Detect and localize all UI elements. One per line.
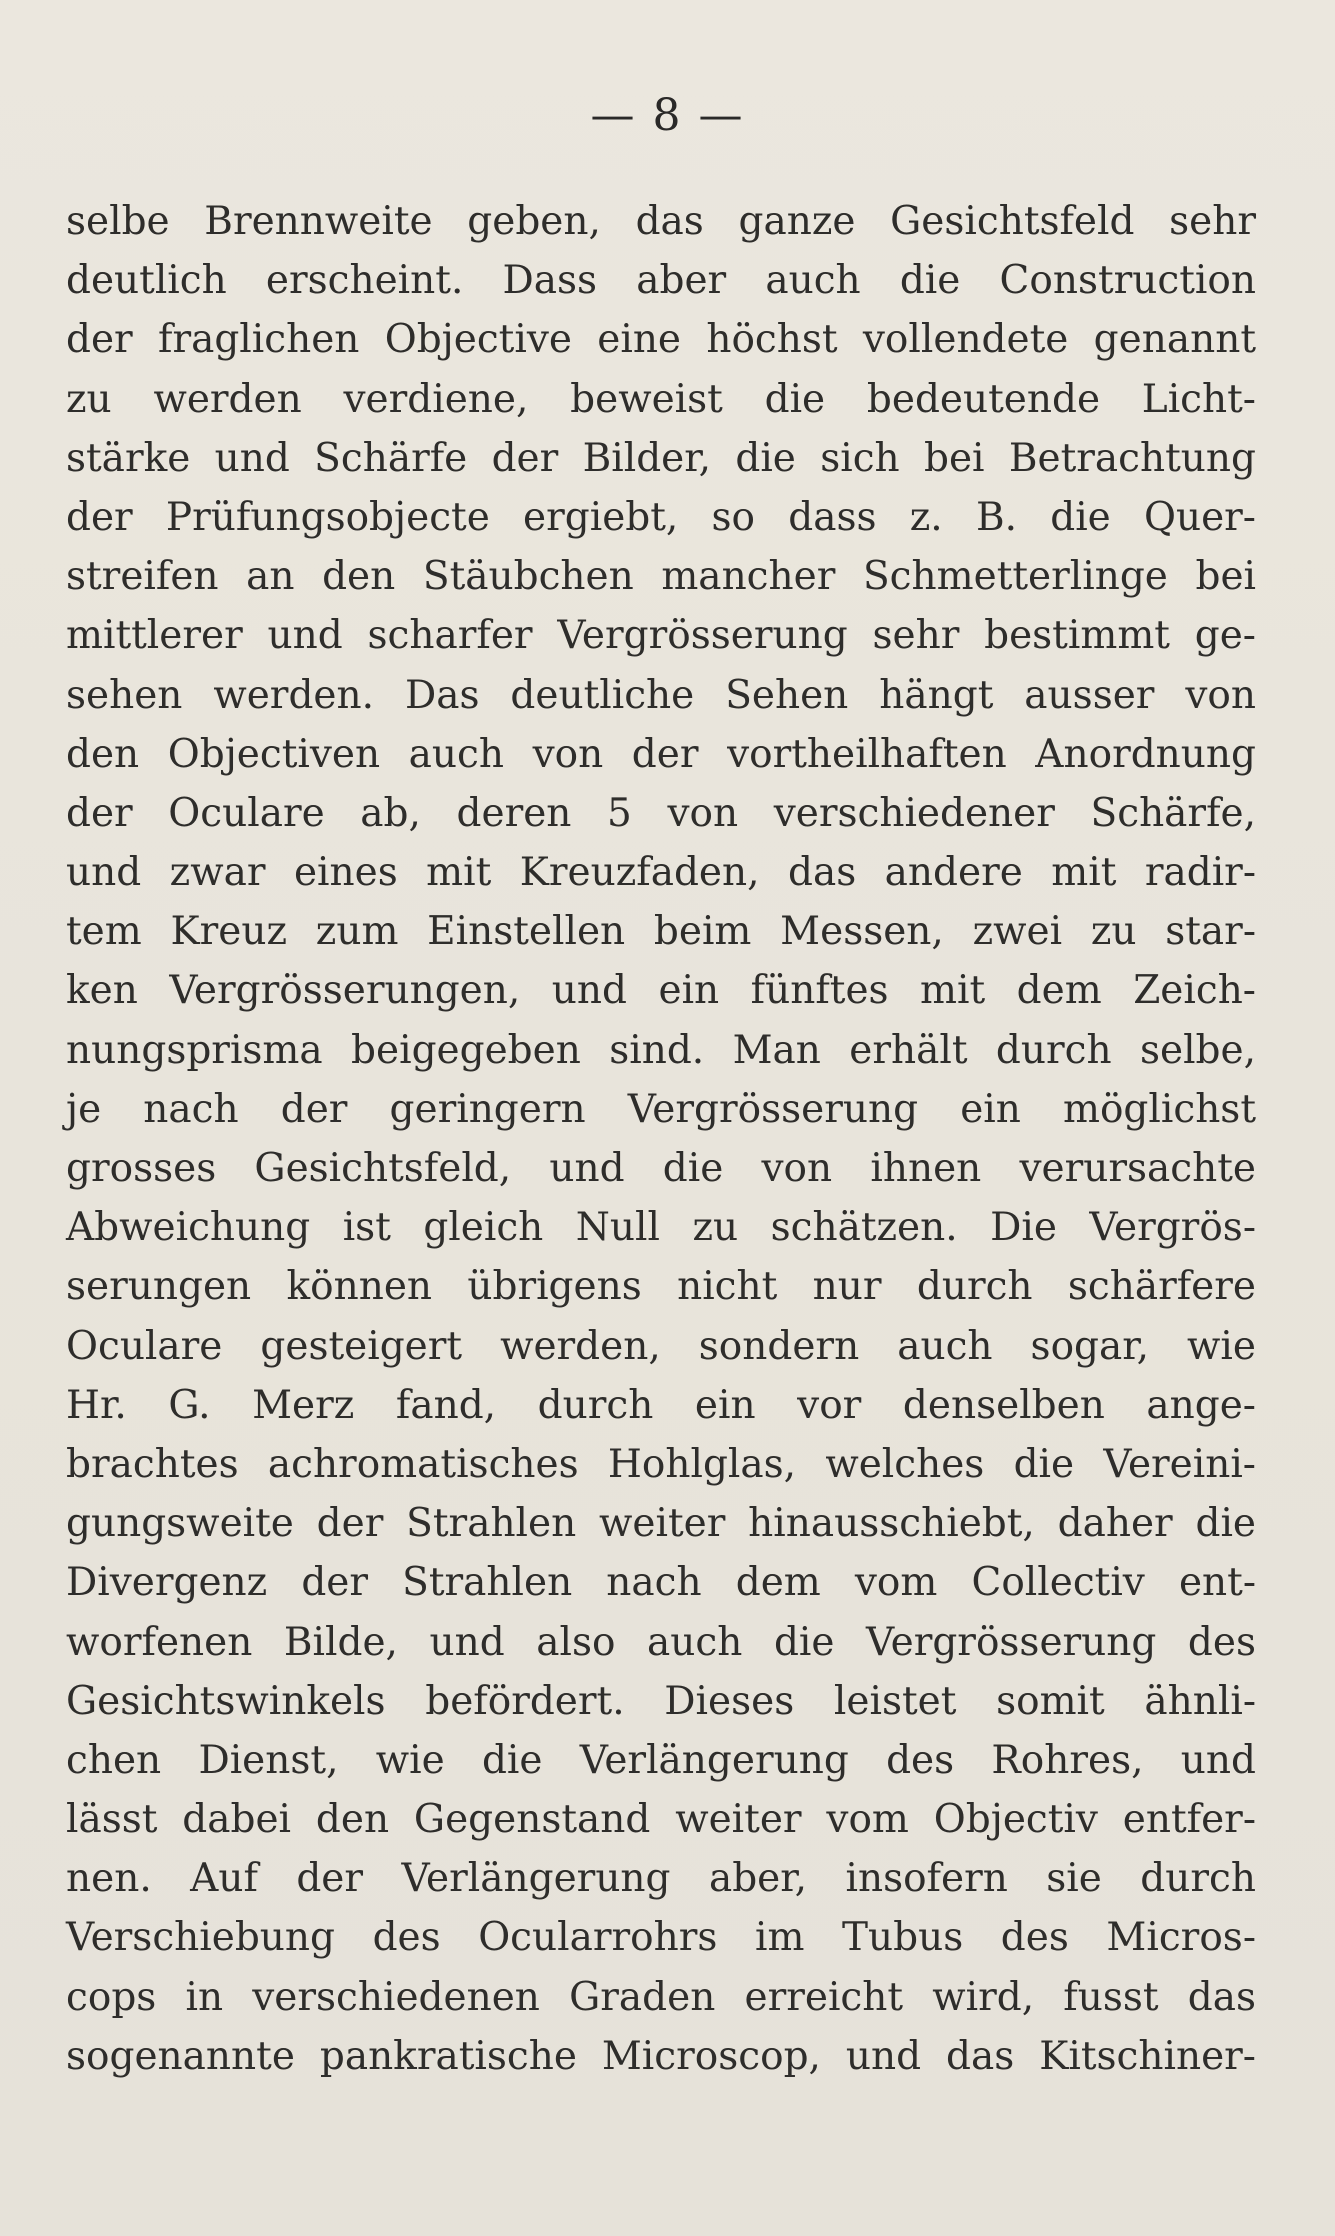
text-line: der fraglichen Objective eine höchst vollendete genannt — [66, 317, 1256, 363]
text-line: deutlich erscheint. Dass aber auch die Construction — [66, 258, 1256, 304]
text-line: Oculare gesteigert werden, sondern auch sogar, wie — [66, 1323, 1256, 1369]
text-line: nungsprisma beigegeben sind. Man erhält durch selbe, — [66, 1027, 1256, 1073]
text-line: cops in verschiedenen Graden erreicht wird, fusst das — [66, 1974, 1256, 2020]
text-line: Hr. G. Merz fand, durch ein vor denselben ange- — [66, 1382, 1256, 1428]
text-line: serungen können übrigens nicht nur durch schärfere — [66, 1264, 1256, 1310]
text-line: je nach der geringern Vergrösserung ein möglichst — [66, 1086, 1256, 1132]
text-line: tem Kreuz zum Einstellen beim Messen, zwei zu star- — [66, 909, 1256, 955]
text-line: nen. Auf der Verlängerung aber, insofern sie durch — [66, 1856, 1256, 1902]
text-line: der Oculare ab, deren 5 von verschiedener Schärfe, — [66, 790, 1256, 836]
text-line: selbe Brennweite geben, das ganze Gesichtsfeld sehr — [66, 199, 1256, 244]
text-line: chen Dienst, wie die Verlängerung des Rohres, und — [66, 1737, 1256, 1783]
text-line: grosses Gesichtsfeld, und die von ihnen verursachte — [66, 1146, 1256, 1191]
text-line: den Objectiven auch von der vortheilhaften Anordnung — [66, 731, 1256, 777]
text-line: streifen an den Stäubchen mancher Schmetterlinge bei — [66, 554, 1256, 600]
text-line: sogenannte pankratische Microscop, und das Kitschiner- — [66, 2033, 1256, 2079]
text-line: Verschiebung des Ocularrohrs im Tubus des Micros- — [66, 1915, 1256, 1961]
text-line: und zwar eines mit Kreuzfaden, das andere mit radir- — [66, 850, 1256, 896]
text-line: Gesichtswinkels befördert. Dieses leistet somit ähnli- — [66, 1678, 1256, 1724]
text-line: der Prüfungsobjecte ergiebt, so dass z. B. die Quer- — [66, 494, 1256, 540]
text-line: Divergenz der Strahlen nach dem vom Collectiv ent- — [66, 1560, 1256, 1606]
page-number: — 8 — — [590, 90, 745, 141]
text-line: gungsweite der Strahlen weiter hinausschiebt, daher die — [66, 1501, 1256, 1547]
text-line: stärke und Schärfe der Bilder, die sich bei Betrachtung — [66, 435, 1256, 481]
text-line: lässt dabei den Gegenstand weiter vom Objectiv entfer- — [66, 1797, 1256, 1843]
text-line: ken Vergrösserungen, und ein fünftes mit dem Zeich- — [66, 968, 1256, 1014]
text-line: brachtes achromatisches Hohlglas, welches die Vereini- — [66, 1441, 1256, 1487]
text-line: sehen werden. Das deutliche Sehen hängt ausser von — [66, 672, 1256, 718]
text-line: worfenen Bilde, und also auch die Vergrösserung des — [66, 1619, 1256, 1665]
text-line: Abweichung ist gleich Null zu schätzen. Die Vergrös- — [66, 1205, 1256, 1251]
text-line: zu werden verdiene, beweist die bedeutende Licht- — [66, 376, 1256, 422]
body-text — [66, 192, 1256, 2086]
text-line: mittlerer und scharfer Vergrösserung sehr bestimmt ge- — [66, 613, 1256, 659]
